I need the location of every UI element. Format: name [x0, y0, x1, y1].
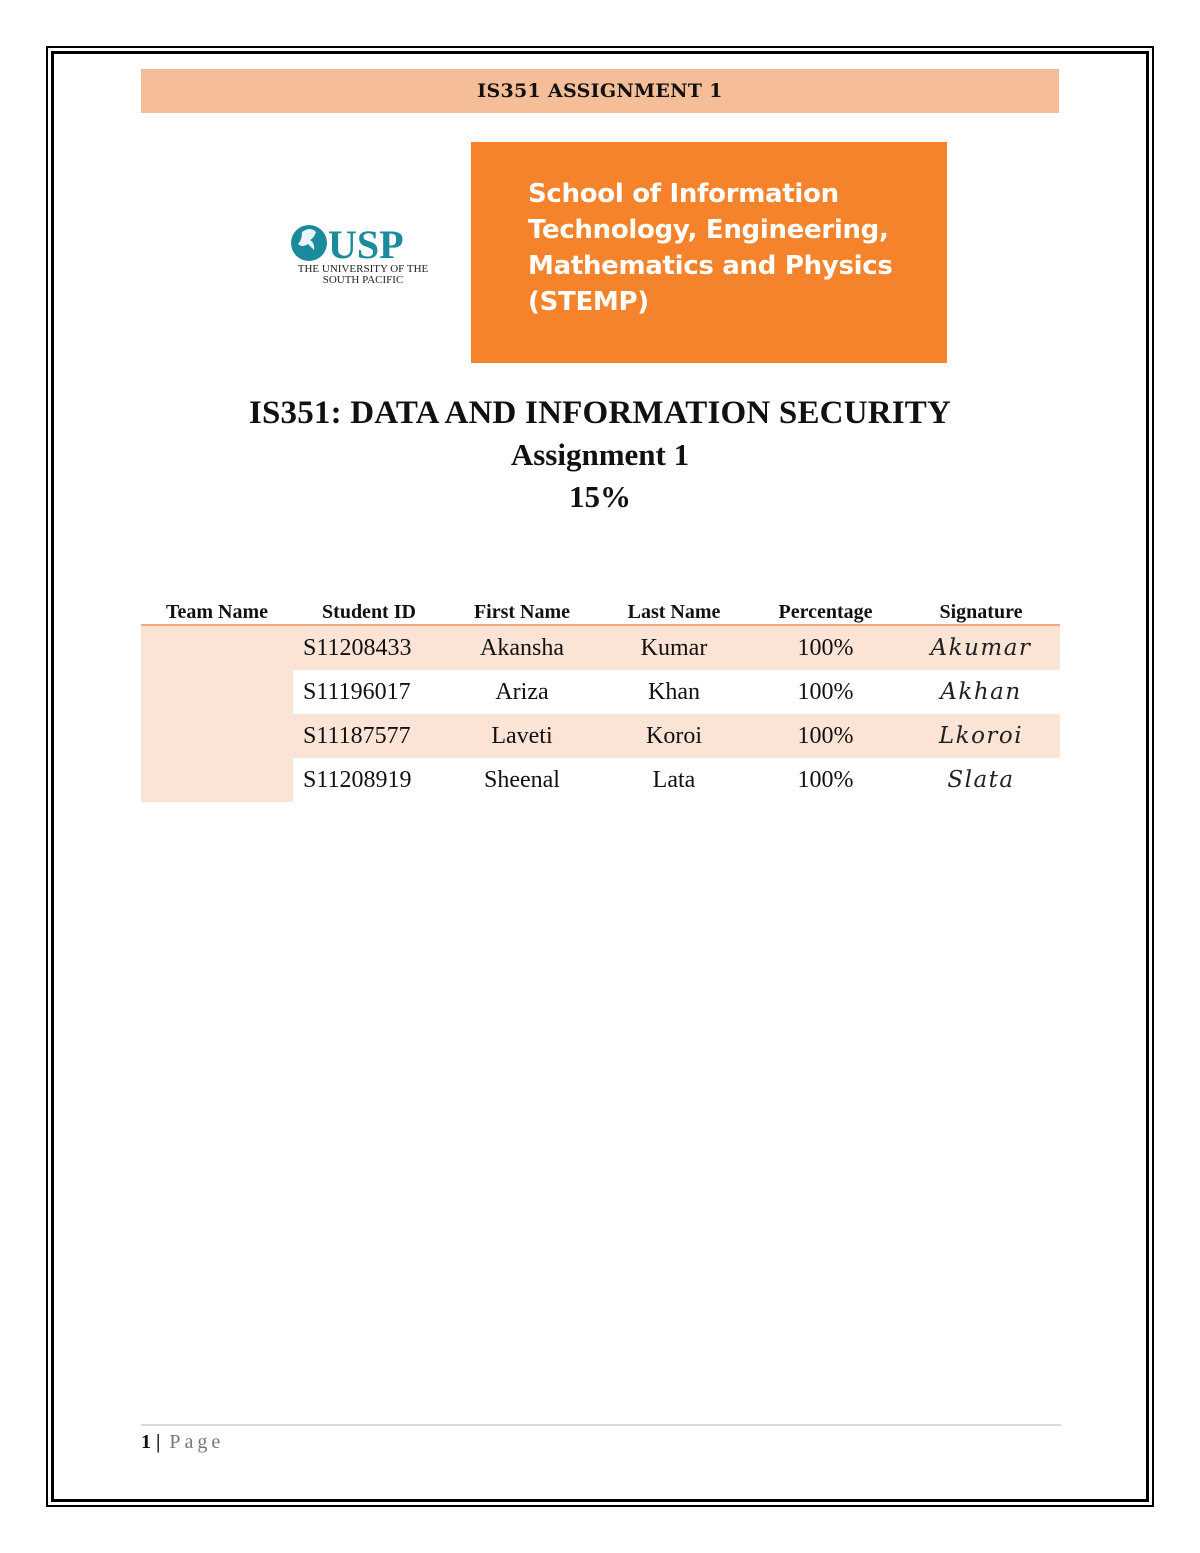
- last-name-cell: Khan: [648, 678, 700, 705]
- school-line-2: Technology, Engineering,: [528, 215, 889, 245]
- page-label: Page: [169, 1431, 225, 1453]
- student-id-cell: S11208433: [293, 625, 445, 670]
- last-name-cell: Kumar: [599, 625, 749, 670]
- header-percentage: Percentage: [749, 594, 902, 625]
- header-student-id: Student ID: [293, 594, 445, 625]
- percentage-cell: 100%: [749, 714, 902, 758]
- school-line-3: Mathematics and Physics: [528, 251, 893, 281]
- last-name-cell: Koroi: [599, 714, 749, 758]
- first-name-cell: Sheenal: [484, 766, 560, 793]
- logo-subtitle: THE UNIVERSITY OF THE SOUTH PACIFIC: [297, 263, 429, 286]
- school-line-4: (STEMP): [528, 287, 649, 317]
- last-name-cell: Lata: [652, 766, 696, 793]
- signature-cell: Akumar: [902, 625, 1060, 670]
- student-id-cell: S11187577: [293, 714, 445, 758]
- percentage-cell: 100%: [797, 766, 854, 793]
- student-id-cell: S11208919: [303, 766, 412, 793]
- percentage-cell: 100%: [749, 625, 902, 670]
- assignment-title: Assignment 1: [510, 437, 690, 472]
- course-title: IS351: DATA AND INFORMATION SECURITY: [248, 395, 952, 431]
- page-number: 1: [141, 1431, 151, 1453]
- footer-separator: |: [156, 1431, 161, 1453]
- first-name-cell: Akansha: [445, 625, 599, 670]
- team-name-cell: [141, 625, 293, 802]
- percentage-cell: 100%: [797, 678, 854, 705]
- header-first-name: First Name: [445, 594, 599, 625]
- page-footer: [141, 1431, 224, 1454]
- signature-cell: Akhan: [940, 679, 1022, 705]
- school-banner: [471, 142, 947, 363]
- header-signature: Signature: [902, 594, 1060, 625]
- usp-emblem-icon: [288, 218, 438, 268]
- header-team-name: Team Name: [141, 594, 293, 625]
- header-band: [141, 69, 1059, 113]
- header-title: IS351 ASSIGNMENT 1: [477, 80, 723, 102]
- signature-cell: Slata: [947, 767, 1015, 793]
- first-name-cell: Laveti: [445, 714, 599, 758]
- header-last-name: Last Name: [599, 594, 749, 625]
- signature-cell: Lkoroi: [902, 714, 1060, 758]
- footer-divider: [141, 1424, 1061, 1426]
- first-name-cell: Ariza: [495, 678, 549, 705]
- logo-wordmark: USP: [328, 222, 404, 267]
- team-table: [141, 594, 1060, 802]
- assignment-weight: 15%: [569, 479, 631, 514]
- title-block: [141, 392, 1059, 518]
- school-line-1: School of Information: [528, 179, 839, 209]
- table-row: [141, 625, 1060, 670]
- student-id-cell: S11196017: [303, 678, 411, 705]
- team-table-header: [141, 594, 1060, 625]
